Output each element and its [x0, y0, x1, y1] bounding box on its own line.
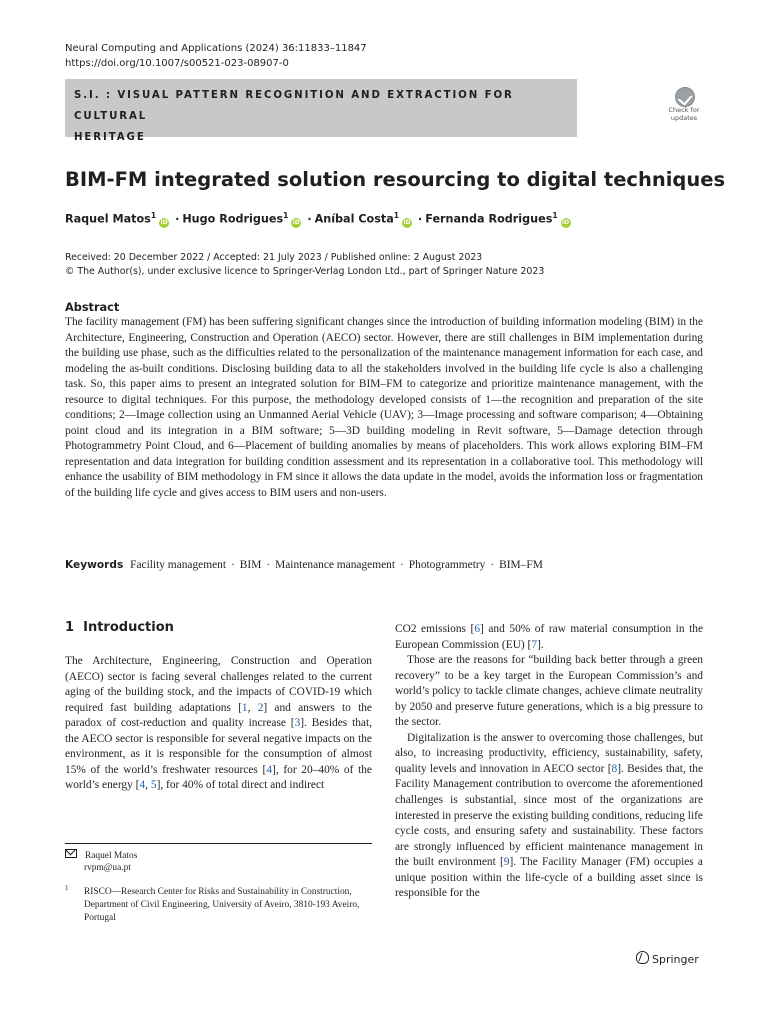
section-heading-introduction	[65, 620, 174, 635]
citation-link[interactable]: 7	[531, 638, 538, 651]
paragraph	[395, 731, 703, 902]
contact-email[interactable]: rvpm@ua.pt	[84, 863, 131, 873]
text-run: Digitalization is the answer to overcoming those challenges, but also, to increasing productivity, efficiency, sustainability, safety, quality levels and innovation in AECO sector [	[395, 731, 703, 775]
text-run: ,	[247, 701, 258, 714]
journal-citation: Neural Computing and Applications (2024) 36:11833–11847	[65, 43, 367, 54]
citation-link[interactable]: 6	[474, 623, 481, 635]
text-run: CO2 emissions [	[395, 623, 475, 635]
text-run: ]. Besides that, the AECO sector is responsible for several negative impacts on the environment, as it is responsible for the consumption of almost 15% of the world’s freshwater resources [	[65, 717, 372, 776]
orcid-icon[interactable]: iD	[292, 218, 300, 226]
publication-dates: Received: 20 December 2022 / Accepted: 21 July 2023 / Published online: 2 August 2023	[65, 252, 483, 263]
check-for-updates-label: Check for updates	[668, 106, 700, 122]
affiliation-marker: 1	[552, 211, 558, 220]
keyword: BIM–FM	[499, 559, 543, 571]
citation-link[interactable]: 8	[611, 762, 618, 775]
envelope-icon	[65, 849, 77, 858]
text-run: ]. The Facility Manager (FM) occupies a unique position within the life-cycle of a building asset since is responsible for the	[395, 856, 703, 900]
affiliation-text: RISCO—Research Center for Risks and Sustainability in Construction, Department of Civil Engineering, University of Aveiro, 3810-193 Aveiro, Portugal	[84, 887, 360, 923]
keyword-separator: ·	[266, 559, 271, 571]
keyword-separator: ·	[400, 559, 404, 571]
publisher-logo	[636, 951, 699, 966]
right-column-text	[395, 622, 703, 902]
orcid-icon[interactable]: iD	[403, 218, 411, 226]
author-separator: ·	[307, 212, 312, 226]
special-issue-banner	[65, 79, 577, 143]
corresponding-author	[65, 849, 137, 863]
section-title: Introduction	[83, 620, 174, 635]
journal-header	[65, 41, 367, 71]
text-run: ,	[145, 779, 151, 792]
keyword: BIM	[239, 559, 262, 571]
keyword: Facility management	[130, 559, 226, 571]
abstract-text: The facility management (FM) has been suffering significant changes since the introduction of building information modeling (BIM) in the Architecture, Engineering, Construction and Operation (AECO) sector. However, there are still challenges in BIM implementation during the building use phase, such as the difficulties related to the personalization of the maintenance management information for each case, and modeling the as-built conditions. Disclosing building data to all the stakeholders involved in the building life cycle is also a challenging task. So, this paper aims to present an integrated solution for BIM–FM to categorize and prioritize maintenance management, with the resource to digital techniques. For this purpose, the methodology developed consists of 1—the recognition and preparation of the site conditions; 2—Image collection using an Unmanned Aerial Vehicle (UAV); 3—Image processing and software comparison; 4—Obtaining point cloud and its integration in a BIM software; 5—3D building modeling in Revit software, 5—Damage detection through Photogrammetry Point Cloud, and 6—Placement of building anomalies by means of placeholders. This work allows exploring BIM–FM representation and data integration for building condition assessment and its representation in a collaborative tool. This methodology will enhance the usability of BIM methodology in FM since it allows the data update in the model, avoids the information loss or fragmentation of the building life cycle and gives access to BIM users and non-users.	[65, 316, 703, 500]
text-run: ] and 50% of raw material consumption in the European Commission (EU) [	[395, 623, 703, 651]
affiliation-marker: 1	[393, 211, 399, 220]
keyword-separator: ·	[490, 559, 495, 571]
affiliation-marker: 1	[283, 211, 289, 220]
left-column-text	[65, 654, 372, 794]
springer-horse-icon	[636, 951, 649, 964]
text-run: ].	[537, 638, 544, 651]
text-run: ], for 40% of total direct and indirect	[156, 779, 325, 792]
keywords-label: Keywords	[65, 559, 124, 571]
author-name: Hugo Rodrigues	[182, 212, 284, 226]
author-name: Aníbal Costa	[314, 212, 394, 226]
citation-link[interactable]: 4	[266, 763, 273, 776]
text-run: Those are the reasons for “building back better through a green recovery” to be a key target in the European Commission’s and world’s policy to tackle climate changes, achieve climate neutrality by 2050 and preserve future generations, which is a big pressure to the sector.	[395, 654, 703, 729]
author-list	[65, 211, 574, 228]
paragraph	[395, 653, 703, 731]
citation-link[interactable]: 1	[241, 701, 248, 714]
keyword: Maintenance management	[275, 559, 395, 571]
author-separator: ·	[175, 212, 180, 226]
footnote-divider	[65, 843, 372, 844]
citation-link[interactable]: 2	[257, 701, 264, 714]
affiliation-number: 1	[65, 884, 69, 892]
author-separator: ·	[418, 212, 423, 226]
author-name: Fernanda Rodrigues	[425, 212, 553, 226]
check-for-updates-badge[interactable]	[663, 84, 703, 124]
author-name: Raquel Matos	[65, 212, 151, 226]
publication-info	[65, 251, 544, 279]
contact-name: Raquel Matos	[85, 851, 138, 861]
check-for-updates-icon	[675, 87, 695, 107]
orcid-icon[interactable]: iD	[562, 218, 570, 226]
text-run: ], for 20–40% of the world’s energy [	[65, 763, 372, 792]
doi-link[interactable]: https://doi.org/10.1007/s00521-023-08907-0	[65, 58, 289, 69]
abstract-heading: Abstract	[65, 301, 120, 314]
text-run: ] and answers to the paradox of cost-reduction and quality increase [	[65, 701, 372, 730]
keywords	[65, 559, 543, 571]
text-run: The Architecture, Engineering, Construction and Operation (AECO) sector is facing several challenges related to the current aging of the building stock, and the impacts of COVID-19 which required fast building adaptations [	[65, 655, 372, 714]
orcid-icon[interactable]: iD	[160, 218, 168, 226]
citation-link[interactable]: 5	[150, 779, 157, 792]
text-run: ]. Besides that, the Facility Management contribution to overcome the aforementioned challenges is substantial, since most of the organizations are interested in preserve the existing building conditions, reducing life cycle costs, and ensuring safety and sustainability. These factors are strongly influenced by efficient maintenance management in the built environment [	[395, 762, 703, 869]
affiliation-marker: 1	[150, 211, 157, 220]
paper-title: BIM-FM integrated solution resourcing to digital techniques	[65, 168, 726, 191]
keyword: Photogrammetry	[408, 559, 486, 571]
special-issue-label: S.I. : VISUAL PATTERN RECOGNITION AND EXTRACTION FOR CULTURAL HERITAGE	[74, 90, 514, 143]
keyword-separator: ·	[231, 559, 235, 571]
section-number: 1	[65, 620, 75, 635]
citation-link[interactable]: 4	[139, 779, 146, 792]
citation-link[interactable]: 3	[294, 717, 301, 730]
copyright-line: © The Author(s), under exclusive licence to Springer-Verlag London Ltd., part of Springer Nature 2023	[65, 266, 545, 277]
paragraph	[395, 622, 703, 653]
paragraph	[65, 654, 372, 794]
publisher-name: Springer	[652, 953, 699, 966]
citation-link[interactable]: 9	[503, 856, 510, 869]
